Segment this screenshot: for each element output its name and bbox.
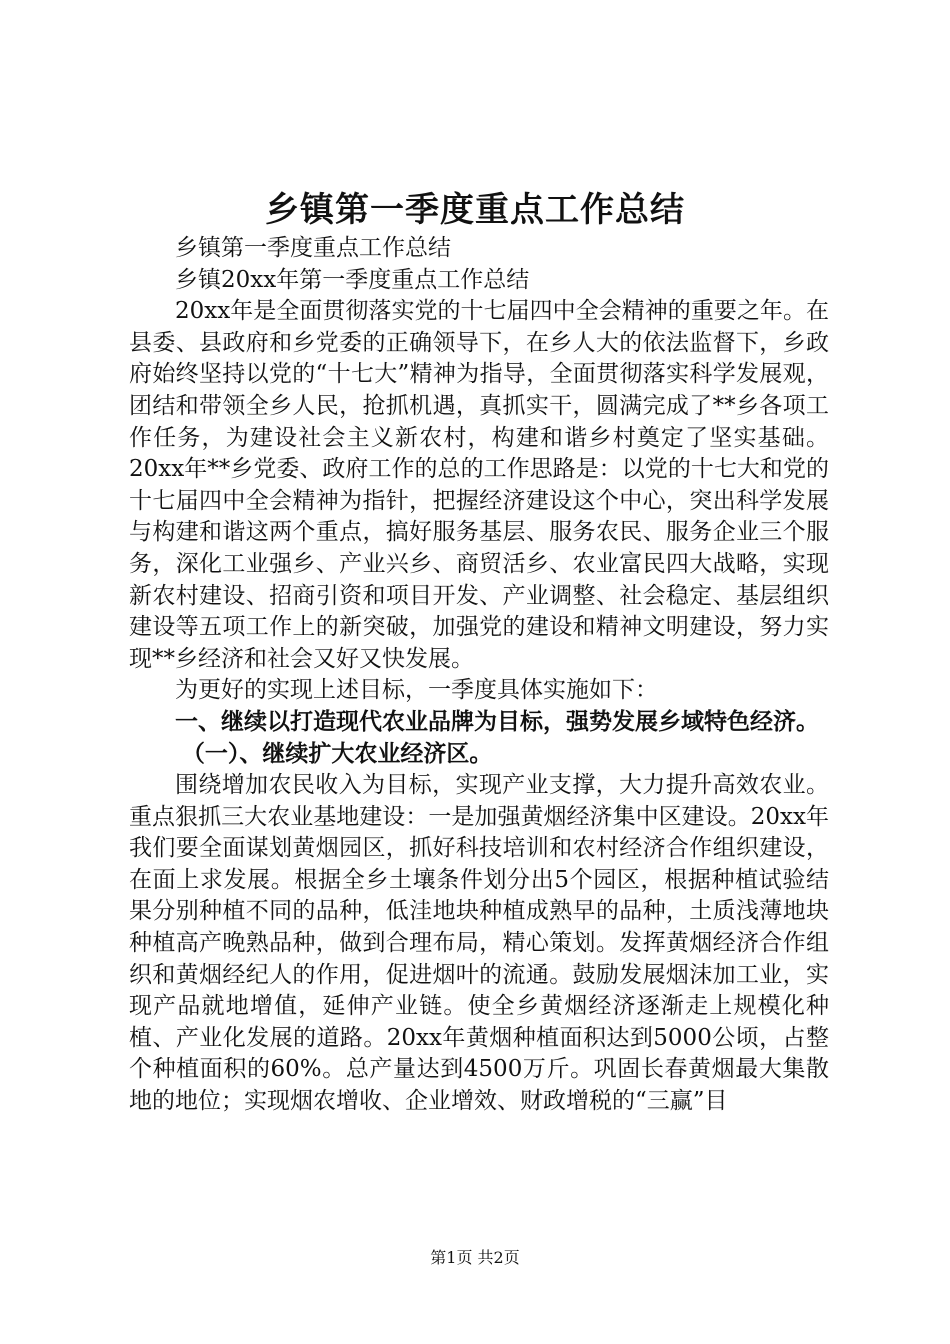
document-title: 乡镇第一季度重点工作总结: [265, 190, 685, 230]
body-paragraph: 20xx年是全面贯彻落实党的十七届四中全会精神的重要之年。在县委、县政府和乡党委的正确领导下，在乡人大的依法监督下，乡政府始终坚持以党的“十七大”精神为指导，全面贯彻落实科学发展观，团结和带领全乡人民，抢抓机遇，真抓实干，圆满完成了**乡各项工作任务，为建设社会主义新农村，构建和谐乡村奠定了坚实基础。20xx年**乡党委、政府工作的总的工作思路是：以党的十七大和党的十七届四中全会精神为指针，把握经济建设这个中心，突出科学发展与构建和谐这两个重点，搞好服务基层、服务农民、服务企业三个服务，深化工业强乡、产业兴乡、商贸活乡、农业富民四大战略，实现新农村建设、招商引资和项目开发、产业调整、社会稳定、基层组织建设等五项工作上的新突破，加强党的建设和精神文明建设，努力实现**乡经济和社会又好又快发展。: [129, 298, 829, 672]
subsection-heading: （一）、继续扩大农业经济区。: [181, 740, 493, 767]
body-paragraph: 围绕增加农民收入为目标，实现产业支撑，大力提升高效农业。重点狠抓三大农业基地建设：一是加强黄烟经济集中区建设。20xx年我们要全面谋划黄烟园区，抓好科技培训和农村经济合作组织建设，在面上求发展。根据全乡土壤条件划分出5个园区，根据种植试验结果分别种植不同的品种，低洼地块种植成熟早的品种，土质浅薄地块种植高产晚熟品种，做到合理布局，精心策划。发挥黄烟经济合作组织和黄烟经纪人的作用，促进烟叶的流通。鼓励发展烟沫加工业，实现产品就地增值，延伸产业链。使全乡黄烟经济逐渐走上规模化种植、产业化发展的道路。20xx年黄烟种植面积达到5000公顷，占整个种植面积的60%。总产量达到4500万斤。巩固长春黄烟最大集散地的地位；实现烟农增收、企业增效、财政增税的“三赢”目: [129, 772, 829, 1115]
body-paragraph: 为更好的实现上述目标，一季度具体实施如下：: [175, 677, 658, 704]
subtitle-paragraph: 乡镇20xx年第一季度重点工作总结: [175, 266, 530, 293]
page-number-footer: 第1页 共2页: [430, 1248, 520, 1267]
subtitle-paragraph: 乡镇第一季度重点工作总结: [175, 235, 451, 261]
section-heading: 一、继续以打造现代农业品牌为目标，强势发展乡域特色经济。: [175, 708, 819, 735]
document-body: [129, 233, 829, 1118]
